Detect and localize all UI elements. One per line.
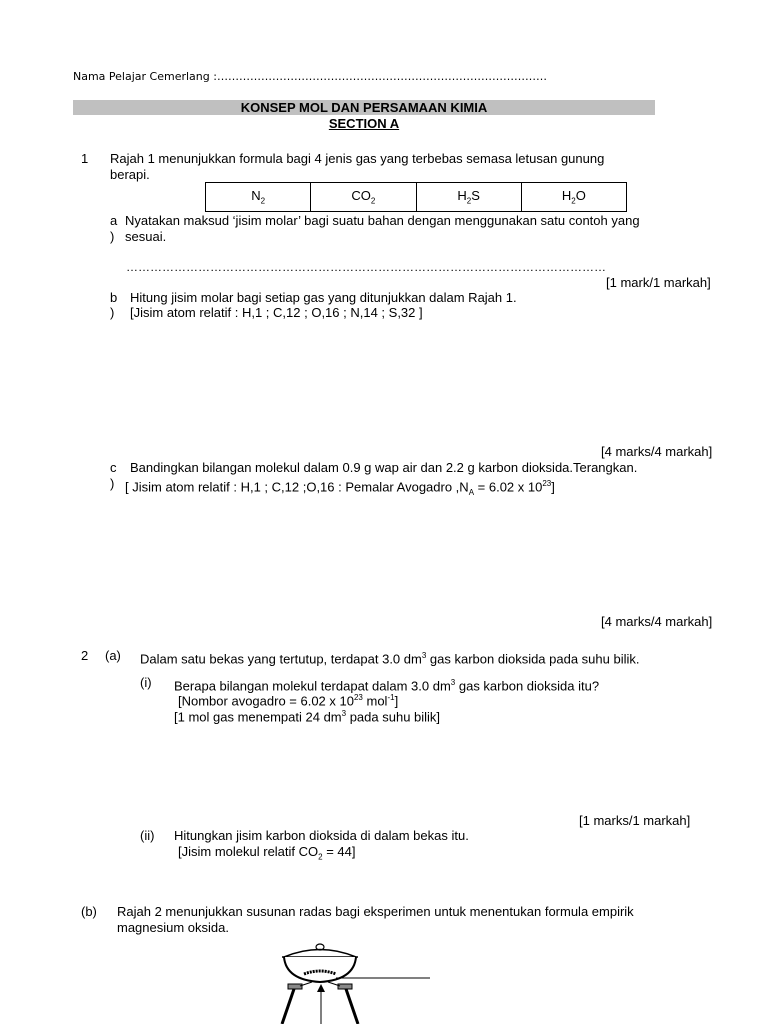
part-2aii-label: (ii) xyxy=(140,828,155,843)
answer-line: ………………………………………………………………………………………………………… xyxy=(126,260,606,274)
gas-cell-n2: $N_2$ xyxy=(206,183,311,212)
gas-cell-co2: $CO_2$ xyxy=(311,183,416,212)
part-1b-line2: [Jisim atom relatif : H,1 ; C,12 ; O,16 ; N,14 ; S,32 ] xyxy=(130,305,423,320)
part-2ai-label: (i) xyxy=(140,675,152,690)
clay-triangle-left xyxy=(288,984,302,989)
part-1c-label: c xyxy=(110,460,117,475)
part-2ai-line3: [1 mol gas menempati 24 $dm^3$ pada suhu bilik] xyxy=(174,709,441,725)
part-2aii-line1: Hitungkan jisim karbon dioksida di dalam bekas itu. xyxy=(174,828,469,843)
marks-2ai: [1 marks/1 markah] xyxy=(579,813,691,828)
gas-cell-h2s: $H_2S$ xyxy=(416,183,521,212)
heat-arrow-head xyxy=(317,984,325,992)
apparatus-diagram xyxy=(270,938,440,1024)
part-1c-line1: Bandingkan bilangan molekul dalam 0.9 g wap air dan 2.2 g karbon dioksida.Terangkan. xyxy=(130,460,638,475)
question-1-stem-line1: Rajah 1 menunjukkan formula bagi 4 jenis gas yang terbebas semasa letusan gunung xyxy=(110,151,605,166)
part-2b-line1: Rajah 2 menunjukkan susunan radas bagi eksperimen untuk menentukan formula empirik xyxy=(117,904,634,919)
page-title: KONSEP MOL DAN PERSAMAAN KIMIA xyxy=(240,100,488,115)
question-1-stem-line2: berapi. xyxy=(110,167,150,182)
gas-cell-h2o: $H_2O$ xyxy=(521,183,626,212)
question-2-number: 2 xyxy=(81,648,89,663)
part-1c-paren: ) xyxy=(110,476,115,491)
tripod-leg-left xyxy=(282,989,294,1024)
part-1a-line1: Nyatakan maksud ‘jisim molar’ bagi suatu bahan dengan menggunakan satu contoh yang xyxy=(125,213,640,228)
crucible-lid xyxy=(284,950,356,958)
student-name-line: Nama Pelajar Cemerlang :……………………………………………………………………………… xyxy=(73,70,547,83)
clay-triangle-right xyxy=(338,984,352,989)
part-1c-line2: [ Jisim atom relatif : H,1 ; C,12 ;O,16 : Pemalar Avogadro $,N_A = 6.02$ x $10^{23}$] xyxy=(125,479,555,497)
question-1-number: 1 xyxy=(81,151,89,166)
marks-1a: [1 mark/1 markah] xyxy=(606,275,711,290)
part-1a-label: a xyxy=(110,213,118,228)
marks-1c: [4 marks/4 markah] xyxy=(601,614,713,629)
part-1a-line2: sesuai. xyxy=(125,229,167,244)
part-2ai-line2: [Nombor avogadro = 6.02 x $10^{23}$ mol$^{-1}$] xyxy=(178,693,399,709)
part-1a-paren: ) xyxy=(110,229,115,244)
part-2aii-line2: [Jisim molekul relatif $CO_2 = 44$] xyxy=(178,844,356,862)
part-2ai-line1: Berapa bilangan molekul terdapat dalam 3.0 $dm^3$ gas karbon dioksida itu? xyxy=(174,678,600,694)
part-1b-label: b xyxy=(110,290,118,305)
section-title: SECTION A xyxy=(328,116,400,131)
part-2b-label: (b) xyxy=(81,904,97,919)
gas-formula-table xyxy=(205,182,627,212)
part-2a-label: (a) xyxy=(105,648,121,663)
part-2b-line2: magnesium oksida. xyxy=(117,920,229,935)
marks-1b: [4 marks/4 markah] xyxy=(601,444,713,459)
tripod-leg-right xyxy=(346,989,358,1024)
part-1b-line1: Hitung jisim molar bagi setiap gas yang ditunjukkan dalam Rajah 1. xyxy=(130,290,517,305)
part-2a-stem: Dalam satu bekas yang tertutup, terdapat 3.0 $dm^3$ gas karbon dioksida pada suhu bilik. xyxy=(140,651,640,667)
part-1b-paren: ) xyxy=(110,305,115,320)
